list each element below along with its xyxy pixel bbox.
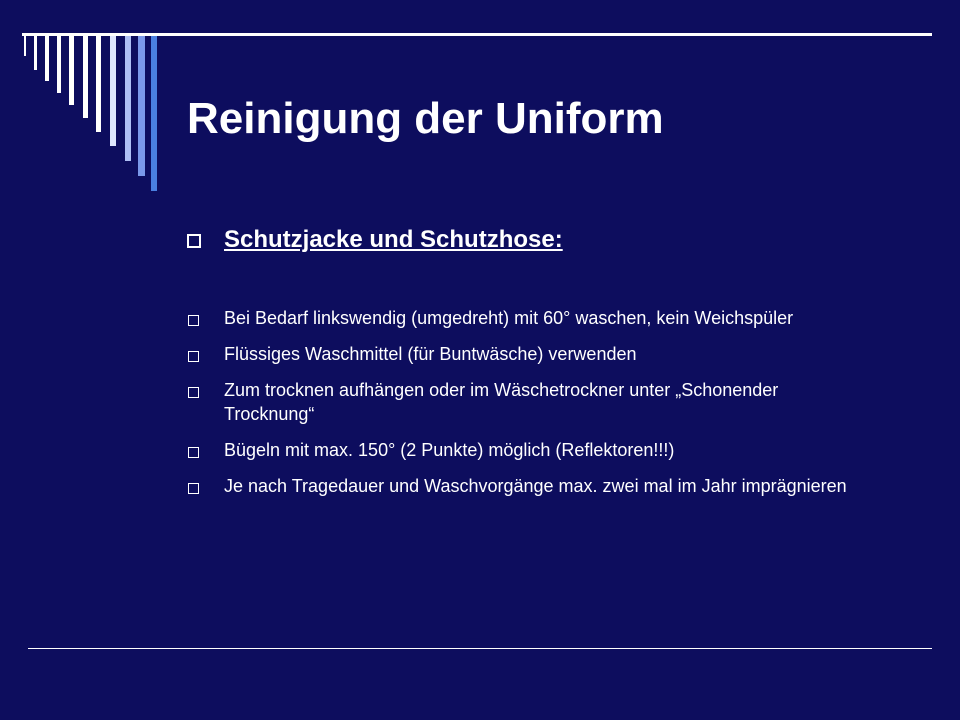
decorative-stripes: [0, 0, 170, 200]
bullet-text: Bügeln mit max. 150° (2 Punkte) möglich (Reflektoren!!!): [224, 440, 675, 460]
slide-title: Reinigung der Uniform: [187, 94, 664, 143]
bullet-text: Bei Bedarf linkswendig (umgedreht) mit 60° waschen, kein Weichspüler: [224, 308, 794, 328]
bullet-text: Zum trocknen aufhängen oder im Wäschetrockner unter „Schonender Trocknung“: [224, 380, 779, 424]
stripe: [45, 36, 49, 81]
stripe: [110, 36, 116, 146]
stripe: [138, 36, 145, 176]
section-heading: Schutzjacke und Schutzhose:: [224, 226, 563, 253]
stripe: [83, 36, 88, 118]
sub-bullet: [187, 474, 877, 498]
stripe: [96, 36, 101, 132]
square-bullet-icon: [188, 387, 199, 398]
bullet-text: Flüssiges Waschmittel (für Buntwäsche) verwenden: [224, 344, 637, 364]
stripe: [69, 36, 74, 105]
sub-bullet: [187, 438, 877, 462]
stripe: [57, 36, 61, 93]
sub-bullet: [187, 342, 877, 366]
stripe: [24, 36, 26, 56]
stripe: [151, 36, 157, 191]
sub-bullet: [187, 306, 877, 330]
square-bullet-icon: [188, 351, 199, 362]
main-bullet: [187, 222, 877, 258]
stripe: [34, 36, 37, 70]
top-rule: [22, 33, 932, 36]
square-bullet-icon: [187, 234, 201, 248]
bullet-list: [187, 222, 877, 510]
square-bullet-icon: [188, 447, 199, 458]
square-bullet-icon: [188, 483, 199, 494]
bullet-text: Je nach Tragedauer und Waschvorgänge max. zwei mal im Jahr imprägnieren: [224, 476, 847, 496]
stripe: [125, 36, 131, 161]
square-bullet-icon: [188, 315, 199, 326]
sub-bullet: [187, 378, 877, 426]
bottom-rule: [28, 648, 932, 649]
